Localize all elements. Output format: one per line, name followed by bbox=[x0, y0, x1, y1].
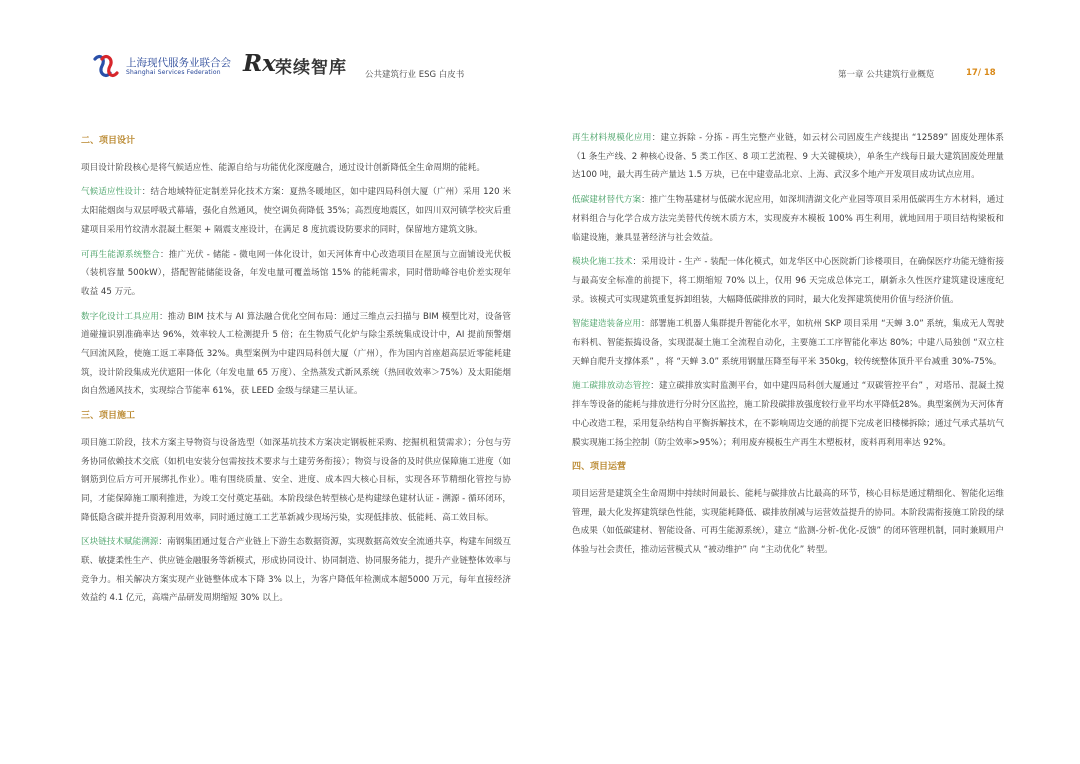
page-header bbox=[0, 0, 1080, 100]
document-title: 公共建筑行业 ESG 白皮书 bbox=[365, 70, 465, 80]
keyword: 可再生能源系统整合 bbox=[81, 249, 160, 260]
digital-design-paragraph bbox=[81, 308, 511, 402]
paragraph-text: ：建立碳排放实时监测平台，如中建四局科创大厦通过 “双碳管控平台” ，对塔吊、混凝土搅拌车等设备的能耗与排放进行分时分区监控，施工阶段碳排放强度较行业平均水平降低28%。典型案例为天河体育中心改造工程，采用复杂结构自平衡拆解技术，在不影响周边交通的前提下完成老旧楼梯拆除；通过气承式基坑气膜实现施工扬尘控制（防尘效率>95%）；利用废弃模板生产再生木塑板材，废料再利用率达 92%。 bbox=[572, 381, 1004, 448]
climate-design-paragraph bbox=[81, 183, 511, 239]
operation-paragraph: 项目运营是建筑全生命周期中持续时间最长、能耗与碳排放占比最高的环节，核心目标是通过精细化、智能化运维管理，最大化发挥建筑绿色性能，实现能耗降低、碳排放削减与运营效益提升的协同。本阶段需衔接施工阶段的绿色成果（如低碳建材、智能设备、可再生能源系统），建立 “监测-分析-优化-反馈” 的闭环管理机制，同时兼顾用户体验与社会责任，推动运营模式从 “被动维护” 向 “主动优化” 转型。 bbox=[572, 488, 1004, 556]
design-intro-paragraph: 项目设计阶段核心是将气候适应性、能源自给与功能优化深度融合，通过设计创新降低全生命周期的能耗。 bbox=[81, 162, 485, 173]
paragraph-text: ：采用设计 - 生产 - 装配一体化模式，如龙华区中心医院新门诊楼项目，在确保医疗功能无缝衔接与最高安全标准的前提下，将工期缩短 70% 以上，仅用 96 天完成总体完工，刷新永久性医疗建筑建设速度纪录。该模式可实现建筑重复拆卸组装，大幅降低碳排放的同时，最大化发挥建筑使用价值与经济价值。 bbox=[572, 257, 1004, 305]
org1-subtitle: Shanghai Services Federation bbox=[126, 69, 221, 76]
keyword: 模块化施工技术 bbox=[572, 257, 633, 268]
right-column bbox=[572, 129, 1004, 566]
keyword: 低碳建材替代方案 bbox=[572, 195, 642, 206]
org1-name: 上海现代服务业联合会 bbox=[126, 57, 231, 69]
left-column bbox=[81, 132, 511, 614]
chapter-title: 第一章 公共建筑行业概览 bbox=[838, 70, 935, 80]
paragraph-text: ：推广生物基建材与低碳水泥应用，如深圳清湖文化产业园等项目采用低碳再生方木材料，通过材料组合与化学合成方法完美替代传统木质方木，实现废弃木模板 100% 再生利用，就地回用于项目结构梁板和临建设施，兼具显著经济与社会效益。 bbox=[572, 195, 1004, 243]
keyword: 智能建造装备应用 bbox=[572, 319, 641, 330]
blockchain-paragraph bbox=[81, 533, 511, 608]
smart-equipment-paragraph bbox=[572, 315, 1004, 371]
recycled-materials-paragraph bbox=[572, 129, 1004, 185]
construction-intro-paragraph: 项目施工阶段，技术方案主导物资与设备选型（如深基坑技术方案决定钢板桩采购、挖掘机租赁需求）；分包与劳务协同依赖技术交底（如机电安装分包需按技术要求与土建劳务衔接）；物资与设备的及时供应保障施工进度（如钢筋到位后方可开展绑扎作业）。唯有围绕质量、安全、进度、成本四大核心目标，实现各环节精细化管控与协同，才能保障施工顺利推进，为竣工交付奠定基础。本阶段绿色转型核心是构建绿色建材认证 - 溯源 - 循环闭环，降低隐含碳并提升资源利用效率，同时通过施工工艺革新减少现场污染，实现低排放、低能耗、高工效目标。 bbox=[81, 437, 511, 523]
keyword: 区块链技术赋能溯源 bbox=[81, 537, 159, 548]
paragraph-text: ：部署施工机器人集群提升智能化水平，如杭州 SKP 项目采用 “天蝉 3.0” 系统，集成无人驾驶布料机、智能振捣设备，实现混凝土施工全流程自动化，主要施工工序智能化率达 80%；中建八局独创 “双立柱天蝉自爬升支撑体系” ，将 “天蝉 3.0” 系统用钢量压降至每平米 350kg，较传统整体顶升平台减重 30%-75%。 bbox=[572, 319, 1004, 367]
rongxu-think-tank-logo bbox=[243, 50, 363, 80]
section-title-design: 二、项目设计 bbox=[81, 136, 136, 146]
keyword: 再生材料规模化应用 bbox=[572, 133, 652, 143]
page-number: 17/ 18 bbox=[966, 68, 996, 78]
rx-logo-mark: Rx bbox=[243, 50, 276, 77]
keyword: 施工碳排放动态管控 bbox=[572, 381, 651, 392]
shanghai-services-federation-logo bbox=[92, 52, 232, 82]
paragraph-text: ：南钢集团通过复合产业链上下游生态数据资源，实现数据高效安全流通共享，构建车间级互联、敏捷柔性生产、供应链金融服务等新模式，形成协同设计、协同制造、协同服务能力，提升产业链整体效率与竞争力。相关解决方案实现产业链整体成本下降 3% 以上，为客户降低年检测成本超5000 万元，每年直接经济效益约 4.1 亿元，高端产品研发周期缩短 30% 以上。 bbox=[81, 537, 511, 604]
federation-logo-icon bbox=[92, 53, 120, 79]
org2-name: 荣续智库 bbox=[275, 58, 347, 78]
section-title-construction: 三、项目施工 bbox=[81, 411, 136, 422]
section-title-operation: 四、项目运营 bbox=[572, 462, 627, 473]
keyword: 气候适应性设计 bbox=[81, 187, 142, 198]
carbon-monitoring-paragraph bbox=[572, 377, 1004, 452]
paragraph-text: ：结合地域特征定制差异化技术方案：夏热冬暖地区，如中建四局科创大厦（广州）采用 120 米太阳能烟囱与双层呼吸式幕墙，强化自然通风，使空调负荷降低 35%；高烈度地震区，如四川双河镇学校灾后重建项目采用竹纹清水混凝土框架 + 隔震支座设计，在满足 8 度抗震设防要求的同时，保留地方建筑文脉。 bbox=[81, 187, 511, 235]
paragraph-text: ：推动 BIM 技术与 AI 算法融合优化空间布局：通过三维点云扫描与 BIM 模型比对，设备管道碰撞识别准确率达 96%，效率较人工检测提升 5 倍；在生物质气化炉与除尘系统集成设计中，AI 提前预警烟气回流风险，使施工返工率降低 32%。典型案例为中建四局科创大厦（广州），作为国内首座超高层近零能耗建筑，设计阶段集成光伏遮阳一体化（年发电量 65 万度）、全热蒸发式新风系统（热回收效率＞75%）及太阳能烟囱自然通风技术，实现综合节能率 61%，获 LEED 金级与绿建三星认证。 bbox=[81, 311, 511, 397]
modular-construction-paragraph bbox=[572, 253, 1004, 309]
keyword: 数字化设计工具应用 bbox=[81, 311, 160, 322]
paragraph-text: ：推广光伏 - 储能 - 微电网一体化设计，如天河体育中心改造项目在屋顶与立面铺设光伏板（装机容量 500kW），搭配智能储能设备，年发电量可覆盖场馆 15% 的能耗需求，同时借助峰谷电价差实现年收益 45 万元。 bbox=[81, 249, 511, 297]
low-carbon-materials-paragraph bbox=[572, 191, 1004, 247]
paragraph-text: ：建立拆除 - 分拣 - 再生完整产业链，如云材公司固废生产线提出 “12589” 固废处理体系（1 条生产线、2 种核心设备、5 类工作区、8 项工艺流程、9 大关键模块），单条生产线每日最大建筑固废处理量达100 吨，最大再生砖产量达 1.5 万块，已在中建壹品北京、上海、武汉多个地产开发项目成功试点应用。 bbox=[572, 133, 1005, 181]
renewable-energy-paragraph bbox=[81, 246, 511, 302]
